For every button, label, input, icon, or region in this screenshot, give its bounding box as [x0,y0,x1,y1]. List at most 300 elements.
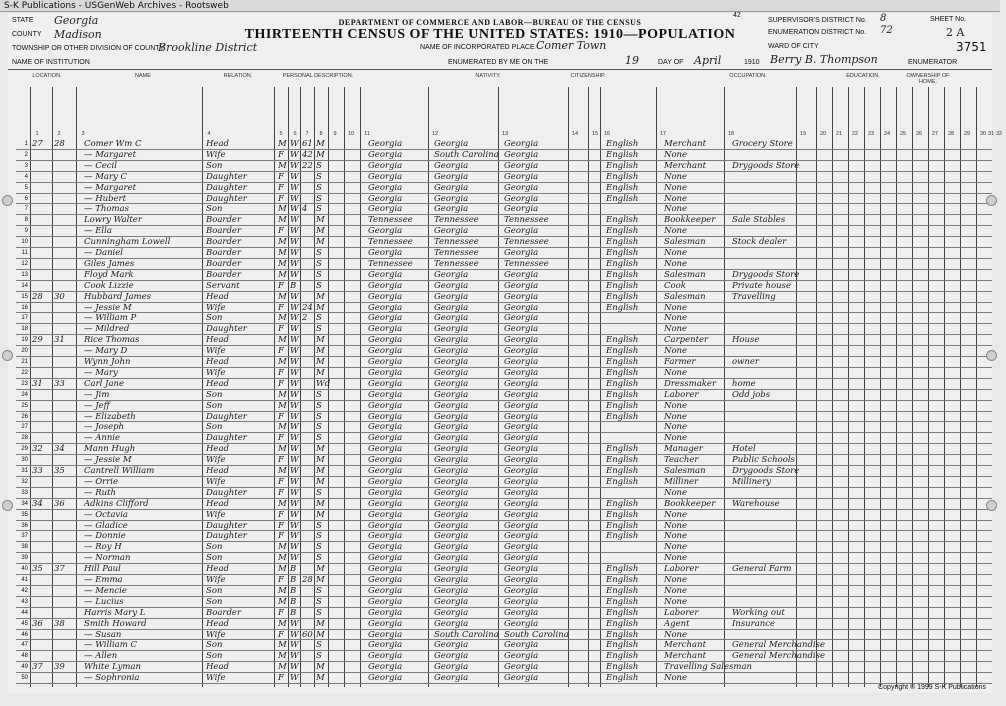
row-number: 41 [21,577,28,583]
cell-pobf: Georgia [434,575,469,585]
cell-trade: Manager [664,444,703,455]
column-number: 13 [501,131,509,137]
column-rule [360,87,361,687]
cell-pob: Georgia [368,520,403,531]
cell-pobf: Georgia [434,346,469,357]
cell-age: 4 [302,204,308,215]
colhead-location: LOCATION. [32,73,62,79]
cell-trade: Merchant [664,651,706,662]
cell-race: W [290,357,299,367]
cell-rel: Daughter [206,182,247,193]
cell-trade: None [664,313,688,324]
cell-ms: S [316,258,322,269]
cell-ind: Warehouse [732,498,780,509]
column-number: 7 [305,131,309,137]
cell-lang: English [606,335,639,346]
cell-rel: Head [206,378,229,389]
cell-pobf: Georgia [434,553,469,564]
cell-sex: M [278,542,287,553]
row-number: 27 [21,424,28,431]
day-of-label: DAY OF [658,59,684,66]
row-number: 17 [21,315,28,322]
cell-pobm: Georgia [504,422,539,433]
cell-race: W [290,258,299,269]
cell-pobf: Georgia [434,182,469,193]
row-number: 2 [24,151,28,158]
cell-ind: Hotel [732,444,756,455]
cell-sex: M [278,335,287,346]
cell-name: — Jessie M [84,302,132,313]
cell-name: Lowry Walter [84,215,142,226]
ward-label: WARD OF CITY [768,43,819,50]
cell-lang: English [606,400,639,411]
cell-trade: Agent [664,618,690,629]
cell-rel: Son [206,640,223,651]
cell-rel: Son [206,400,223,411]
row-number: 44 [21,609,28,616]
row-number: 12 [21,260,28,267]
cell-name: Hill Paul [84,564,121,575]
punch-hole [986,350,997,361]
cell-pobm: South Carolina [504,629,569,640]
cell-ms: S [316,531,322,542]
cell-name: — Daniel [84,248,124,258]
cell-pob: Georgia [368,466,403,476]
cell-race: W [290,248,299,258]
cell-rel: Wife [206,302,226,313]
column-rule [960,87,961,687]
column-number: 21 [835,131,843,137]
cell-pob: Georgia [368,433,403,444]
cell-ms: S [316,433,322,444]
cell-pobf: Georgia [434,400,469,411]
column-number: 16 [603,131,611,137]
cell-rel: Boarder [206,269,242,280]
cell-name: — Thomas [84,204,129,215]
cell-rel: Wife [206,149,226,160]
cell-rel: Son [206,389,223,400]
cell-rel: Wife [206,476,226,487]
row-number: 18 [21,326,28,333]
punch-hole [986,195,997,206]
column-number: 17 [659,131,667,137]
cell-ind: owner [732,357,759,367]
row-number: 15 [21,293,28,300]
cell-sex: F [278,367,284,378]
cell-pobf: Georgia [434,531,469,542]
cell-fam: 39 [54,662,65,673]
cell-name: — Jim [84,389,110,400]
cell-ind: Private house [732,280,791,291]
cell-name: Giles James [84,258,135,269]
cell-rel: Boarder [206,237,242,248]
cell-ms: M [316,509,325,520]
county-value: Madison [54,28,102,41]
cell-name: — Octavia [84,509,129,520]
cell-dw: 31 [32,378,43,389]
cell-ind: Working out [732,607,785,618]
cell-race: W [290,520,299,531]
cell-pobf: Georgia [434,640,469,651]
column-rule [848,87,849,687]
cell-sex: F [278,607,284,618]
cell-pobm: Georgia [504,564,539,575]
cell-ms: M [316,291,325,302]
cell-race: W [290,640,299,651]
cell-race: W [290,553,299,564]
cell-ms: M [316,662,325,673]
cell-name: — William C [84,640,137,651]
cell-pob: Georgia [368,335,403,346]
cell-sex: M [278,160,287,171]
cell-fam: 36 [54,498,65,509]
cell-trade: None [664,149,688,160]
cell-pobm: Georgia [504,651,539,662]
colhead-relation: RELATION. [223,73,253,79]
cell-name: — Joseph [84,422,125,433]
cell-ms: M [316,673,325,684]
cell-pobm: Georgia [504,531,539,542]
cell-lang: English [606,139,639,149]
cell-sex: M [278,237,287,248]
cell-pobm: Tennessee [504,237,549,248]
cell-rel: Wife [206,673,226,684]
cell-pobm: Georgia [504,411,539,422]
cell-lang: English [606,258,639,269]
cell-rel: Boarder [206,248,242,258]
column-number: 10 [347,131,355,137]
cell-race: W [290,618,299,629]
cell-race: W [290,182,299,193]
cell-name: — Mary D [84,346,128,357]
cell-rel: Wife [206,367,226,378]
cell-name: Cunningham Lowell [84,237,171,248]
cell-trade: None [664,171,688,182]
row-number: 35 [21,511,28,518]
year-value: 1910 [744,59,760,66]
cell-race: W [290,400,299,411]
cell-ms: S [316,596,322,607]
cell-ind: Travelling [732,291,776,302]
cell-race: W [290,455,299,466]
cell-sex: M [278,498,287,509]
cell-ms: S [316,269,322,280]
column-number: 27 [931,131,939,137]
cell-lang: English [606,389,639,400]
cell-pobm: Georgia [504,378,539,389]
cell-ms: S [316,520,322,531]
cell-pobf: Georgia [434,618,469,629]
cell-pob: Georgia [368,160,403,171]
cell-fam: 31 [54,335,65,346]
cell-trade: None [664,193,688,204]
cell-pobf: Georgia [434,389,469,400]
row-number: 3 [24,162,28,169]
cell-pobm: Georgia [504,346,539,357]
cell-pob: Georgia [368,575,403,585]
cell-sex: M [278,466,287,476]
enumerator-label: ENUMERATOR [908,59,958,66]
cell-trade: None [664,585,688,596]
column-number: 32 [995,131,1003,137]
cell-pobm: Georgia [504,596,539,607]
cell-pob: Georgia [368,651,403,662]
cell-rel: Son [206,160,223,171]
cell-pob: Georgia [368,531,403,542]
cell-sex: M [278,357,287,367]
cell-ind: Odd jobs [732,389,771,400]
cell-rel: Boarder [206,226,242,237]
cell-pobm: Georgia [504,248,539,258]
cell-pobm: Georgia [504,662,539,673]
cell-pobm: Georgia [504,226,539,237]
row-number: 39 [21,555,28,562]
cell-pob: Tennessee [368,215,413,226]
cell-pobf: Georgia [434,444,469,455]
cell-pobm: Georgia [504,509,539,520]
cell-name: — Sophronia [84,673,140,684]
column-rule [288,87,289,687]
cell-pobm: Georgia [504,498,539,509]
row-number: 11 [21,250,28,256]
cell-pobm: Georgia [504,455,539,466]
row-number: 33 [21,489,28,496]
cell-trade: None [664,226,688,237]
county-label: COUNTY [12,31,42,38]
cell-ind: House [732,335,760,346]
row-number: 32 [21,478,28,485]
cell-dw: 37 [32,662,43,673]
row-number: 37 [21,533,28,540]
column-rule [30,87,31,687]
cell-race: W [290,411,299,422]
cell-sex: M [278,139,287,149]
cell-name: — Mildred [84,324,130,335]
cell-sex: M [278,585,287,596]
cell-lang: English [606,269,639,280]
cell-rel: Daughter [206,520,247,531]
cell-ind: Grocery Store [732,139,793,149]
cell-trade: Laborer [664,389,699,400]
row-number: 14 [21,282,28,289]
township-label: TOWNSHIP OR OTHER DIVISION OF COUNTY [12,45,165,52]
cell-ms: M [316,629,325,640]
cell-rel: Daughter [206,411,247,422]
cell-ms: S [316,193,322,204]
cell-lang: English [606,662,639,673]
ed-value: 72 [880,25,893,36]
cell-sex: M [278,269,287,280]
cell-pobf: Georgia [434,651,469,662]
column-number: 11 [364,131,370,137]
cell-lang: English [606,509,639,520]
cell-pobf: Georgia [434,607,469,618]
census-title [230,18,750,43]
cell-sex: M [278,662,287,673]
cell-lang: English [606,367,639,378]
column-number: 8 [319,131,323,137]
cell-rel: Head [206,564,229,575]
cell-pob: Georgia [368,455,403,466]
cell-rel: Wife [206,629,226,640]
column-number: 31 [987,131,995,137]
cell-pob: Georgia [368,476,403,487]
cell-pobm: Georgia [504,302,539,313]
cell-ms: M [316,302,325,313]
cell-race: W [290,422,299,433]
colhead-nativity: NATIVITY. [475,73,501,79]
cell-rel: Son [206,204,223,215]
cell-trade: None [664,367,688,378]
cell-trade: Bookkeeper [664,498,716,509]
row-number: 42 [21,587,28,594]
column-rule [796,87,797,687]
cell-pobf: Georgia [434,313,469,324]
cell-ms: M [316,367,325,378]
cell-sex: M [278,248,287,258]
row-rule [16,683,992,684]
row-number: 1 [24,141,28,147]
cell-ms: S [316,640,322,651]
cell-race: W [290,629,299,640]
cell-name: — Margaret [84,182,137,193]
cell-sex: M [278,215,287,226]
column-rule [568,87,569,687]
cell-race: W [290,498,299,509]
cell-sex: M [278,553,287,564]
cell-ind: Millinery [732,476,771,487]
cell-dw: 35 [32,564,43,575]
cell-name: — Norman [84,553,131,564]
row-number: 31 [21,468,28,474]
column-rule [344,87,345,687]
cell-rel: Wife [206,509,226,520]
cell-pobf: Georgia [434,509,469,520]
cell-trade: Travelling Salesman [664,662,753,673]
cell-name: — Lucius [84,596,124,607]
cell-ms: S [316,400,322,411]
cell-pobf: Georgia [434,487,469,498]
cell-dw: 33 [32,466,43,476]
cell-race: W [290,139,299,149]
cell-lang: English [606,291,639,302]
column-rule [880,87,881,687]
cell-pob: Georgia [368,269,403,280]
colhead-ownership: OWNERSHIP OF HOME. [906,73,950,85]
cell-race: W [290,444,299,455]
cell-pob: Georgia [368,662,403,673]
cell-ms: M [316,149,325,160]
cell-trade: None [664,182,688,193]
cell-pobf: Georgia [434,139,469,149]
cell-race: W [290,226,299,237]
cell-rel: Son [206,585,223,596]
column-number: 1 [35,131,39,137]
cell-pob: Georgia [368,411,403,422]
cell-trade: None [664,531,688,542]
cell-pobm: Georgia [504,618,539,629]
row-number: 47 [21,642,28,649]
cell-race: W [290,237,299,248]
incorporated-label: NAME OF INCORPORATED PLACE [420,44,535,51]
cell-pobf: Georgia [434,291,469,302]
cell-lang: English [606,302,639,313]
cell-rel: Head [206,498,229,509]
cell-trade: None [664,509,688,520]
cell-pobm: Tennessee [504,215,549,226]
column-number: 9 [333,131,337,137]
row-number: 43 [21,598,28,605]
cell-trade: None [664,673,688,684]
cell-ind: Insurance [732,618,776,629]
cell-ind: Drygoods Store [732,269,800,280]
cell-sex: F [278,378,284,389]
cell-ms: M [316,346,325,357]
cell-pobf: Tennessee [434,258,479,269]
cell-sex: F [278,149,284,160]
column-rule [976,87,977,687]
cell-lang: English [606,455,639,466]
cell-trade: None [664,553,688,564]
cell-trade: Laborer [664,607,699,618]
column-rule [724,87,725,687]
cell-pobm: Georgia [504,149,539,160]
cell-sex: M [278,389,287,400]
cell-trade: Salesman [664,269,706,280]
cell-rel: Boarder [206,258,242,269]
cell-lang: English [606,171,639,182]
cell-ms: S [316,651,322,662]
cell-rel: Boarder [206,215,242,226]
colhead-citizenship: CITIZENSHIP. [570,73,606,79]
cell-pob: Georgia [368,389,403,400]
cell-pob: Georgia [368,498,403,509]
column-rule [656,87,657,687]
cell-sex: F [278,302,284,313]
cell-lang: English [606,193,639,204]
cell-fam: 28 [54,139,65,149]
cell-pob: Georgia [368,618,403,629]
cell-pobm: Georgia [504,487,539,498]
row-number: 8 [24,217,28,224]
column-number: 22 [851,131,859,137]
punch-hole [2,350,13,361]
cell-lang: English [606,476,639,487]
cell-name: — Jeff [84,400,110,411]
cell-race: W [290,193,299,204]
cell-trade: None [664,258,688,269]
cell-lang: English [606,237,639,248]
cell-ms: S [316,324,322,335]
row-number: 5 [24,184,28,191]
cell-rel: Daughter [206,324,247,335]
cell-pobm: Georgia [504,444,539,455]
row-number: 25 [21,402,28,409]
cell-sex: M [278,564,287,575]
cell-race: W [290,542,299,553]
cell-pob: Georgia [368,357,403,367]
cell-ind: Sale Stables [732,215,786,226]
cell-ms: S [316,389,322,400]
cell-pobf: Georgia [434,411,469,422]
cell-ind: General Merchandise [732,640,826,651]
cell-name: — Orrie [84,476,119,487]
cell-race: B [290,575,297,585]
column-number: 6 [293,131,297,137]
cell-ms: S [316,204,322,215]
row-number: 16 [21,304,28,311]
cell-name: White Lyman [84,662,141,673]
